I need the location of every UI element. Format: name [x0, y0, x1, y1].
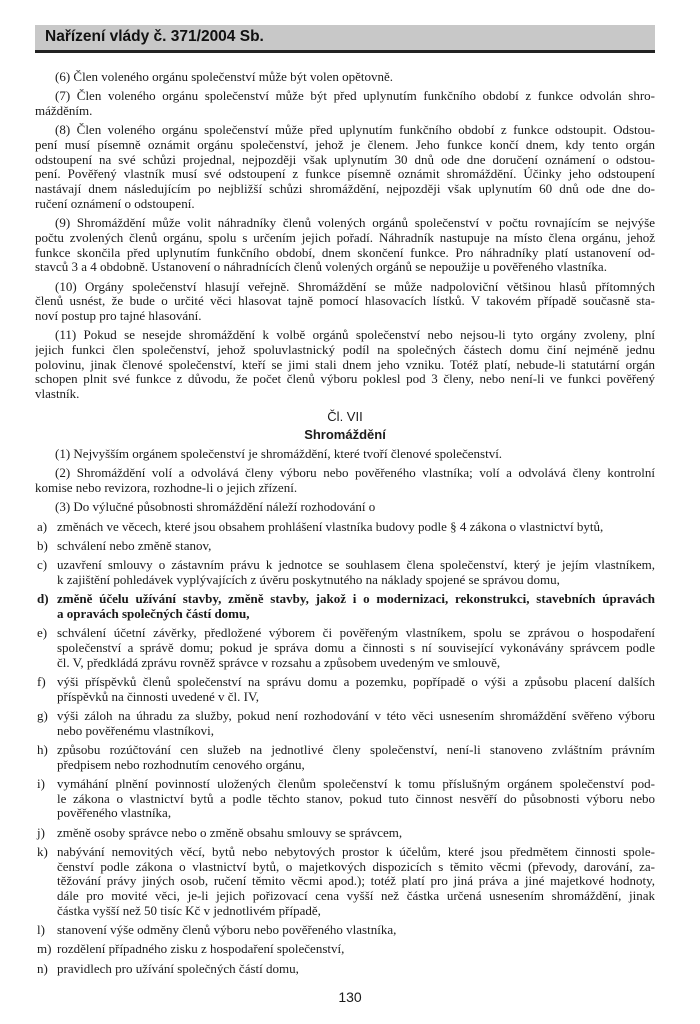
text-line: (2) Shromáždění volí a odvolává členy výboru nebo pověřeného vlastníka; volí a odvolává členy kontrolní	[55, 466, 655, 481]
article-number: Čl. VII	[327, 408, 363, 424]
text-line: členů usnést, že bude o určité věci hlasovat tajně pomocí hlasovacích lístků. V takovém případě současně sta-	[35, 294, 655, 309]
list-item	[35, 626, 655, 670]
text-line: příspěvků na činnosti uvedené v čl. IV,	[57, 689, 259, 704]
text-line: (11) Pokud se nesejde shromáždění k volbě orgánů společenství nebo nejsou-li tyto orgány zvoleny, plní	[55, 328, 655, 343]
list-item	[35, 520, 655, 535]
list-item-label: b)	[37, 538, 48, 554]
text-line: a opravách společných částí domu,	[57, 607, 250, 622]
text-line: čenství podle zákona o vlastnictví bytů, o majetkových dispozicích s těmito věcmi (převody, darování, za-	[57, 859, 655, 874]
text-line: odstoupení na své schůzi projednal, nejpozději však uplynutím 30 dnů ode dne doručení oznámení o odstou-	[35, 152, 655, 167]
text-line: změnách ve věcech, které jsou obsahem prohlášení vlastníka budovy podle § 4 zákona o vlastnictví bytů,	[57, 519, 604, 534]
text-line: společenství a správě domu; pokud je správa domu a činnosti s ní související vykonávány správcem podle	[57, 641, 655, 656]
text-line: (8) Člen voleného orgánu společenství může před uplynutím funkčního období z funkce odstoupit. Odstou-	[55, 123, 655, 138]
list-item-label: a)	[37, 518, 48, 534]
text-line: výši záloh na úhradu za služby, pokud není rozhodování v této věci usnesením shromáždění svěřeno výboru	[57, 709, 655, 724]
list-item	[35, 962, 655, 977]
text-line: změně účelu užívání stavby, změně stavby, jakož i o modernizaci, rekonstrukci, stavebních úpravách	[57, 592, 655, 607]
text-line: předpisem nebo rozhodnutím cenového orgánu,	[57, 757, 305, 772]
paragraph	[35, 70, 655, 85]
list-item-label: m)	[37, 941, 52, 957]
list-item	[35, 826, 655, 841]
text-line: rozdělení případného zisku z hospodaření společenství,	[57, 942, 345, 957]
list-item	[35, 743, 655, 772]
list-item-label: n)	[37, 960, 48, 976]
text-line: změně osoby správce nebo o změně obsahu smlouvy se správcem,	[57, 825, 403, 840]
text-line: počtu zvolených členů orgánu, spolu s určením jejich pořadí. Náhradník nastupuje na místo člena orgánu, jehož	[35, 230, 655, 245]
paragraph	[35, 89, 655, 118]
text-line: noví postup pro tajné hlasování.	[35, 308, 202, 323]
text-line: částka vyšší než 50 tisíc Kč v jednotlivém případě,	[57, 903, 321, 918]
item-list	[35, 520, 655, 977]
text-line: vlastník.	[35, 387, 80, 402]
text-line: schválení nebo změně stanov,	[57, 539, 212, 554]
list-item-label: h)	[37, 742, 48, 758]
text-line: nastávají dnem následujícím po nejbližší schůzi shromáždění, nejpozději však uplynutím 60 dnů ode dne do-	[35, 182, 655, 197]
text-line: (1) Nejvyšším orgánem společenství je shromáždění, které tvoří členové společenství.	[55, 447, 503, 462]
paragraph	[35, 500, 655, 515]
text-line: vymáhání plnění povinností uložených členům společenství k tomu příslušným orgánem společenství pod-	[57, 777, 655, 792]
list-item-label: f)	[37, 674, 46, 690]
text-line: schválení účetní závěrky, předložené výborem či pověřeným vlastníkem, spolu se zprávou o hospodaření	[57, 626, 655, 641]
text-line: nabývání nemovitých věcí, bytů nebo nebytových prostor k účelům, které jsou předmětem činnosti spole-	[57, 845, 655, 860]
list-item-label: e)	[37, 625, 48, 641]
text-line: schopen plnit své funkce z důvodu, že počet členů výboru poklesl pod 3 členy, nebo není-li ve funkci pověřený	[35, 372, 655, 387]
text-line: komise nebo revizora, rozhodne-li o jejich zřízení.	[35, 481, 298, 496]
paragraph	[35, 216, 655, 275]
list-item-label: l)	[37, 922, 45, 938]
paragraphs-top	[35, 70, 655, 402]
text-line: pověřeného vlastníka,	[57, 806, 172, 821]
list-item-label: j)	[37, 824, 45, 840]
running-header	[35, 25, 655, 53]
text-line: (10) Orgány společenství hlasují veřejně. Shromáždění se může nadpoloviční většinou hlasů přítomných	[55, 279, 655, 294]
text-line: pení. Pověřený vlastník musí své odstoupení z funkce písemně oznámit shromáždění. Účinky jeho odstoupení	[35, 167, 655, 182]
text-line: čl. V, předkládá zprávu rovněž správce v rozsahu a způsobem uvedeným ve smlouvě,	[57, 655, 501, 670]
paragraph	[35, 328, 655, 402]
list-item	[35, 777, 655, 821]
text-line: (6) Člen voleného orgánu společenství může být volen opětovně.	[55, 70, 394, 84]
text-line: stanovení výše odměny členů výboru nebo pověřeného vlastníka,	[57, 923, 397, 938]
list-item-label: d)	[37, 591, 49, 607]
text-line: (3) Do výlučné působnosti shromáždění náleží rozhodování o	[55, 500, 376, 515]
paragraphs-article	[35, 447, 655, 515]
list-item-label: i)	[37, 776, 45, 792]
paragraph	[35, 466, 655, 495]
list-item	[35, 942, 655, 957]
text-line: polovinu, jinak členové společenství, kteří se jimi stali dnem jeho vzniku. Totéž platí, nebude-li statutární orgán	[35, 357, 655, 372]
document-title: Nařízení vlády č. 371/2004 Sb.	[45, 28, 264, 45]
text-line: jejich funkci člen společenství, jehož spoluvlastnický podíl na společných částech domu činí nejméně jednu	[35, 342, 655, 357]
list-item	[35, 675, 655, 704]
list-item	[35, 592, 655, 621]
text-line: k zajištění pohledávek vyplývajících z úvěru poskytnutého na náklady spojené se správou domu,	[57, 573, 560, 588]
text-line: mážděním.	[35, 104, 93, 118]
paragraph	[35, 123, 655, 211]
list-item	[35, 923, 655, 938]
text-line: nebo pověřenému vlastníkovi,	[57, 723, 215, 738]
list-item-label: g)	[37, 708, 48, 724]
article-title: Shromáždění	[304, 427, 386, 443]
text-line: pravidlech pro užívání společných částí domu,	[57, 961, 299, 976]
text-line: le zákona o vlastnictví bytů a podle těchto stanov, pokud tuto činnost nesvěří do působnosti výboru nebo	[57, 791, 655, 806]
text-line: způsobu rozúčtování cen služeb na jednotlivé členy společenství, není-li stanoveno zvláštním právním	[57, 743, 655, 758]
text-line: (9) Shromáždění může volit náhradníky členů volených orgánů společenství v počtu rovnajícím se nejvýše	[55, 216, 655, 231]
text-line: pení musí písemně oznámit orgánu společenství, jehož je členem. Jeho funkce končí dnem, kdy tento orgán	[35, 138, 655, 152]
text-line: uzavření smlouvy o zástavním právu k jednotce se souhlasem člena společenství, který je jejím vlastníkem,	[57, 558, 655, 573]
paragraph	[35, 447, 655, 462]
list-item	[35, 558, 655, 587]
paragraph	[35, 280, 655, 324]
text-line: (7) Člen voleného orgánu společenství může být před uplynutím funkčního období z funkce odvolán shro-	[55, 89, 655, 104]
list-item-label: c)	[37, 557, 48, 573]
list-item	[35, 845, 655, 919]
page-number: 130	[338, 989, 362, 1005]
text-line: ručení oznámení o odstoupení.	[35, 196, 195, 211]
text-line: dále pro movité věci, je-li jejich pořizovací cena vyšší než částka určená usnesením shromáždění, jinak	[57, 889, 655, 904]
page-body	[35, 70, 655, 981]
text-line: funkce skončila před uplynutím funkčního období, dnem skončení funkce. Pro náhradníky platí ustanovení od-	[35, 245, 655, 260]
list-item	[35, 539, 655, 554]
text-line: těžování právy jiných osob, ručení těmito věcmi apod.); totéž platí pro jiná práva a jiné majetkové hodnoty,	[57, 874, 655, 889]
list-item-label: k)	[37, 844, 48, 860]
text-line: výši příspěvků členů společenství na správu domu a pozemku, popřípadě o výši a způsobu placení dalších	[57, 675, 655, 690]
list-item	[35, 709, 655, 738]
text-line: stavců 3 a 4 obdobně. Ustanovení o náhradnících členů volených orgánů se nepoužije u pověřeného vlastníka.	[35, 260, 607, 275]
